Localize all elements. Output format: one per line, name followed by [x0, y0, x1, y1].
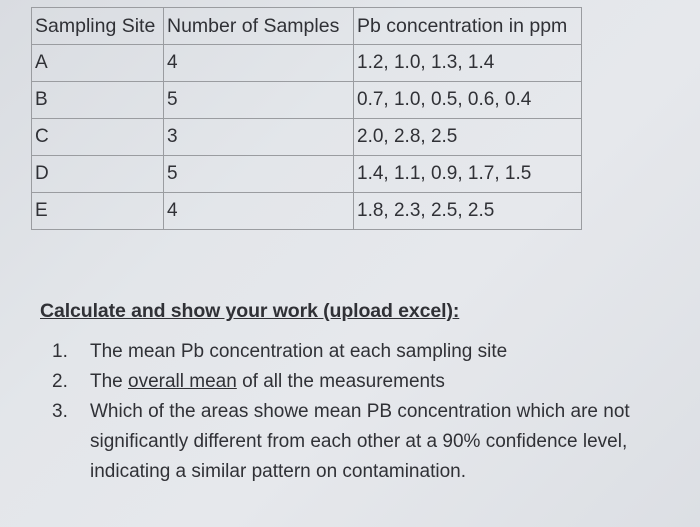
- site-cell: E: [32, 193, 164, 230]
- table-row: [32, 82, 582, 119]
- count-cell: 4: [164, 45, 354, 82]
- pb-concentration-table: [31, 7, 582, 230]
- question-item: [52, 397, 680, 487]
- question-item: [52, 367, 680, 397]
- question-list: [40, 337, 680, 487]
- table-row: [32, 45, 582, 82]
- count-cell: 5: [164, 156, 354, 193]
- count-cell: 3: [164, 119, 354, 156]
- values-cell: 1.4, 1.1, 0.9, 1.7, 1.5: [354, 156, 582, 193]
- site-cell: C: [32, 119, 164, 156]
- values-cell: 1.8, 2.3, 2.5, 2.5: [354, 193, 582, 230]
- question-text-pre: The: [90, 371, 129, 392]
- question-text: Which of the areas showe mean PB concentration which are not significantly different from each other at a 90% confidence level, indicating a similar pattern on contamination.: [90, 401, 630, 482]
- table-row: [32, 156, 582, 193]
- values-cell: 2.0, 2.8, 2.5: [354, 119, 582, 156]
- table-row: [32, 193, 582, 230]
- values-cell: 1.2, 1.0, 1.3, 1.4: [354, 45, 582, 82]
- header-sampling-site: Sampling Site: [32, 8, 164, 45]
- count-cell: 4: [164, 193, 354, 230]
- question-number: 2.: [52, 371, 68, 392]
- count-cell: 5: [164, 82, 354, 119]
- values-cell: 0.7, 1.0, 0.5, 0.6, 0.4: [354, 82, 582, 119]
- site-cell: A: [32, 45, 164, 82]
- overall-mean-underlined: overall mean: [128, 371, 237, 392]
- header-pb-concentration: Pb concentration in ppm: [354, 8, 582, 45]
- instructions-section: [40, 300, 680, 487]
- table-row: [32, 119, 582, 156]
- site-cell: B: [32, 82, 164, 119]
- question-item: [52, 337, 680, 367]
- question-number: 3.: [52, 401, 68, 422]
- site-cell: D: [32, 156, 164, 193]
- header-number-of-samples: Number of Samples: [164, 8, 354, 45]
- table-header-row: [32, 8, 582, 45]
- question-text-post: of all the measurements: [236, 371, 445, 392]
- instructions-heading: Calculate and show your work (upload excel):: [40, 300, 460, 322]
- question-number: 1.: [52, 341, 68, 362]
- question-text: The mean Pb concentration at each sampling site: [90, 341, 508, 362]
